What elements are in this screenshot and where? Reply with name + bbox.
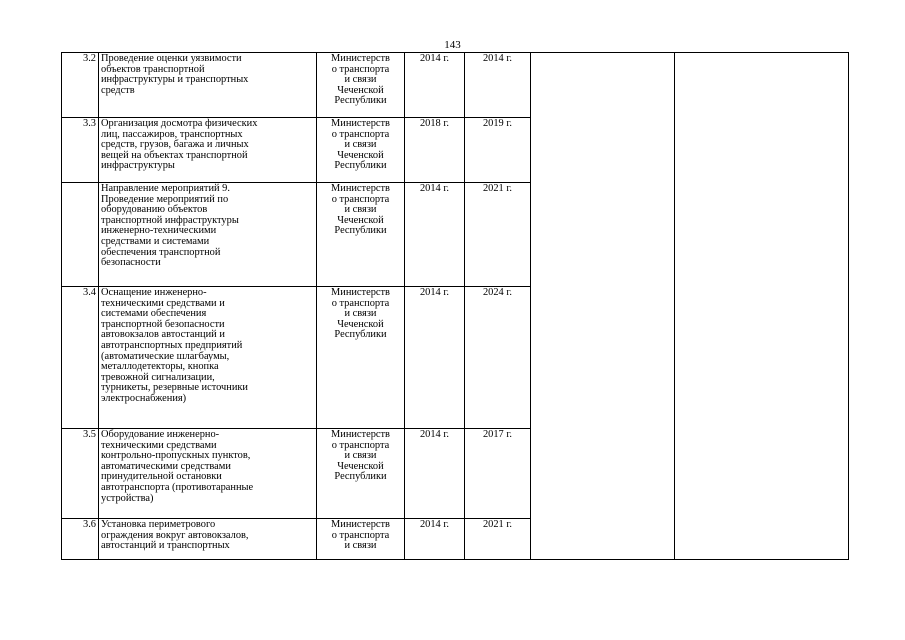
start-year: 2014 г. bbox=[405, 287, 465, 429]
end-year: 2021 г. bbox=[465, 519, 531, 560]
measure-text: Организация досмотра физических лиц, пассажиров, транспортных средств, грузов, багажа и личных вещей на объектах транспортной инфраструктуры bbox=[99, 118, 317, 183]
row-number: 3.3 bbox=[62, 118, 99, 183]
measure-text: Оборудование инженерно- техническими средствами контрольно-пропускных пунктов, автоматическими средствами принудительной остановки автотранспорта (противотаранные устройства) bbox=[99, 429, 317, 519]
end-year: 2024 г. bbox=[465, 287, 531, 429]
responsible-org: Министерств о транспорта и связи Чеченской Республики bbox=[317, 287, 405, 429]
measures-table bbox=[61, 52, 849, 560]
responsible-org: Министерств о транспорта и связи Чеченской Республики bbox=[317, 183, 405, 287]
row-number: 3.6 bbox=[62, 519, 99, 560]
page-number: 143 bbox=[444, 39, 461, 51]
responsible-org: Министерств о транспорта и связи Чеченской Республики bbox=[317, 118, 405, 183]
start-year: 2014 г. bbox=[405, 519, 465, 560]
measure-text: Установка периметрового ограждения вокруг автовокзалов, автостанций и транспортных bbox=[99, 519, 317, 560]
start-year: 2014 г. bbox=[405, 53, 465, 118]
responsible-org: Министерств о транспорта и связи Чеченской Республики bbox=[317, 53, 405, 118]
start-year: 2014 г. bbox=[405, 183, 465, 287]
measure-text: Оснащение инженерно- техническими средствами и системами обеспечения транспортной безопасности автовокзалов автостанций и автотранспортных предприятий (автоматические шлагбаумы, металлодетекторы, кнопка тревожной сигнализации, турникеты, резервные источники электроснабжения) bbox=[99, 287, 317, 429]
measure-text: Направление мероприятий 9. Проведение мероприятий по оборудованию объектов транспортной инфраструктуры инженерно-техническими средствами и системами обеспечения транспортной безопасности bbox=[99, 183, 317, 287]
start-year: 2018 г. bbox=[405, 118, 465, 183]
end-year: 2014 г. bbox=[465, 53, 531, 118]
row-number bbox=[62, 183, 99, 287]
end-year: 2021 г. bbox=[465, 183, 531, 287]
row-number: 3.2 bbox=[62, 53, 99, 118]
responsible-org: Министерств о транспорта и связи bbox=[317, 519, 405, 560]
merged-empty-cell bbox=[531, 53, 675, 560]
row-number: 3.5 bbox=[62, 429, 99, 519]
end-year: 2017 г. bbox=[465, 429, 531, 519]
measure-text: Проведение оценки уязвимости объектов транспортной инфраструктуры и транспортных средств bbox=[99, 53, 317, 118]
end-year: 2019 г. bbox=[465, 118, 531, 183]
merged-empty-cell bbox=[675, 53, 849, 560]
table-row bbox=[62, 53, 849, 118]
responsible-org: Министерств о транспорта и связи Чеченской Республики bbox=[317, 429, 405, 519]
start-year: 2014 г. bbox=[405, 429, 465, 519]
row-number: 3.4 bbox=[62, 287, 99, 429]
